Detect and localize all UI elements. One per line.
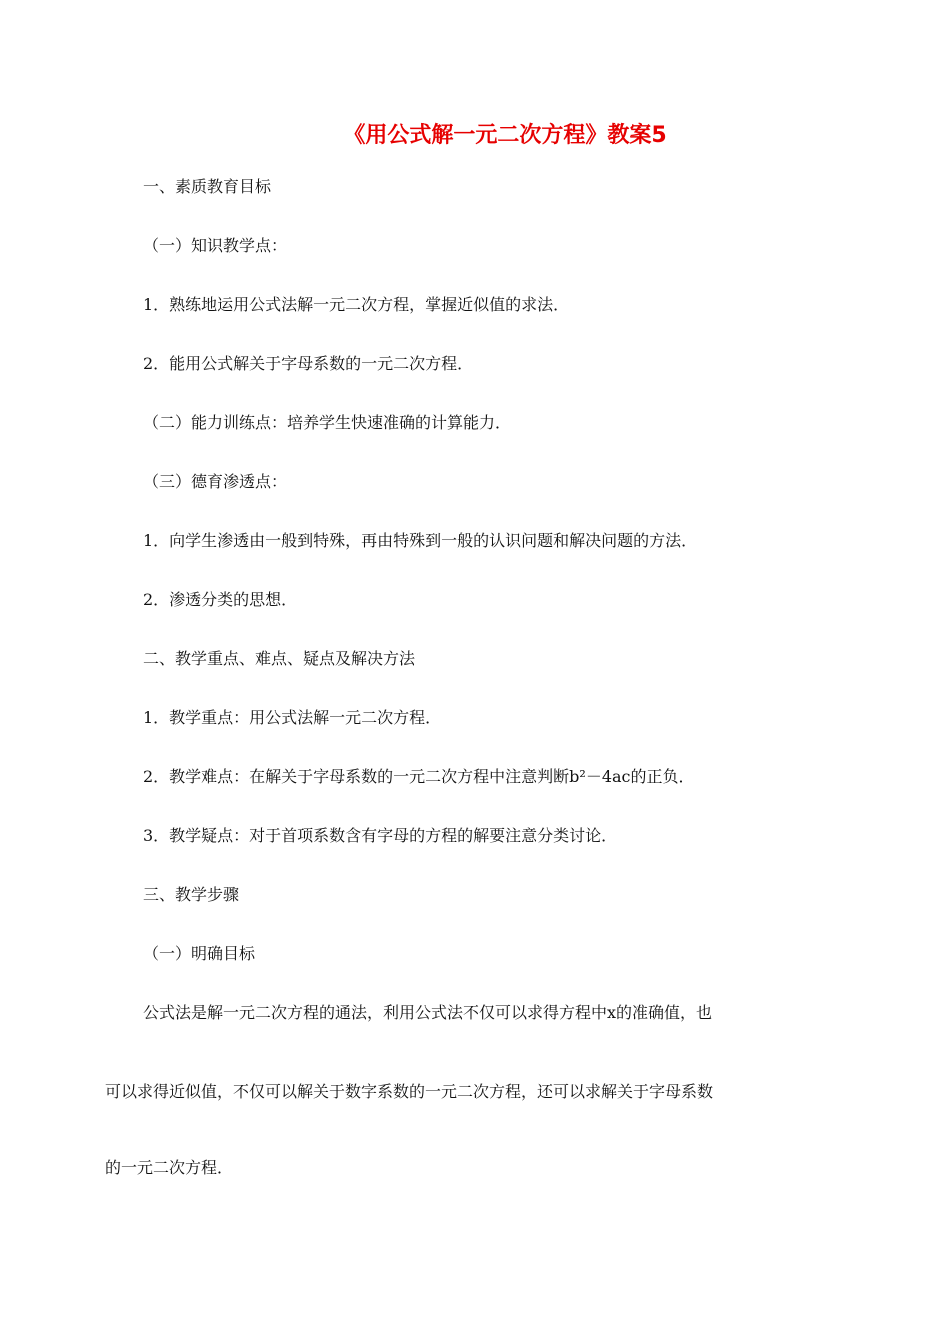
list-item: 1．教学重点：用公式法解一元二次方程． — [143, 708, 442, 727]
paragraph-line: 的一元二次方程． — [105, 1158, 234, 1177]
list-item: 3．教学疑点：对于首项系数含有字母的方程的解要注意分类讨论． — [143, 826, 618, 845]
list-item: 1．熟练地运用公式法解一元二次方程，掌握近似值的求法． — [143, 295, 570, 314]
paragraph-line: 公式法是解一元二次方程的通法，利用公式法不仅可以求得方程中x的准确值，也 — [143, 1003, 713, 1022]
subsection-goal: （一）明确目标 — [143, 944, 256, 963]
subsection-ability: （二）能力训练点：培养学生快速准确的计算能力． — [143, 413, 512, 432]
subsection-knowledge: （一）知识教学点： — [143, 236, 288, 255]
section-heading-key-points: 二、教学重点、难点、疑点及解决方法 — [143, 649, 416, 668]
subsection-moral: （三）德育渗透点： — [143, 472, 288, 491]
section-heading-steps: 三、教学步骤 — [143, 885, 240, 904]
list-item: 2．渗透分类的思想． — [143, 590, 298, 609]
list-item: 1．向学生渗透由一般到特殊，再由特殊到一般的认识问题和解决问题的方法． — [143, 531, 698, 550]
document-title: 《用公式解一元二次方程》教案5 — [343, 123, 667, 148]
list-item: 2．能用公式解关于字母系数的一元二次方程． — [143, 354, 474, 373]
paragraph-line: 可以求得近似值，不仅可以解关于数字系数的一元二次方程，还可以求解关于字母系数 — [105, 1082, 714, 1101]
list-item: 2．教学难点：在解关于字母系数的一元二次方程中注意判断b²－4ac的正负． — [143, 767, 695, 786]
section-heading-goals: 一、素质教育目标 — [143, 177, 272, 196]
